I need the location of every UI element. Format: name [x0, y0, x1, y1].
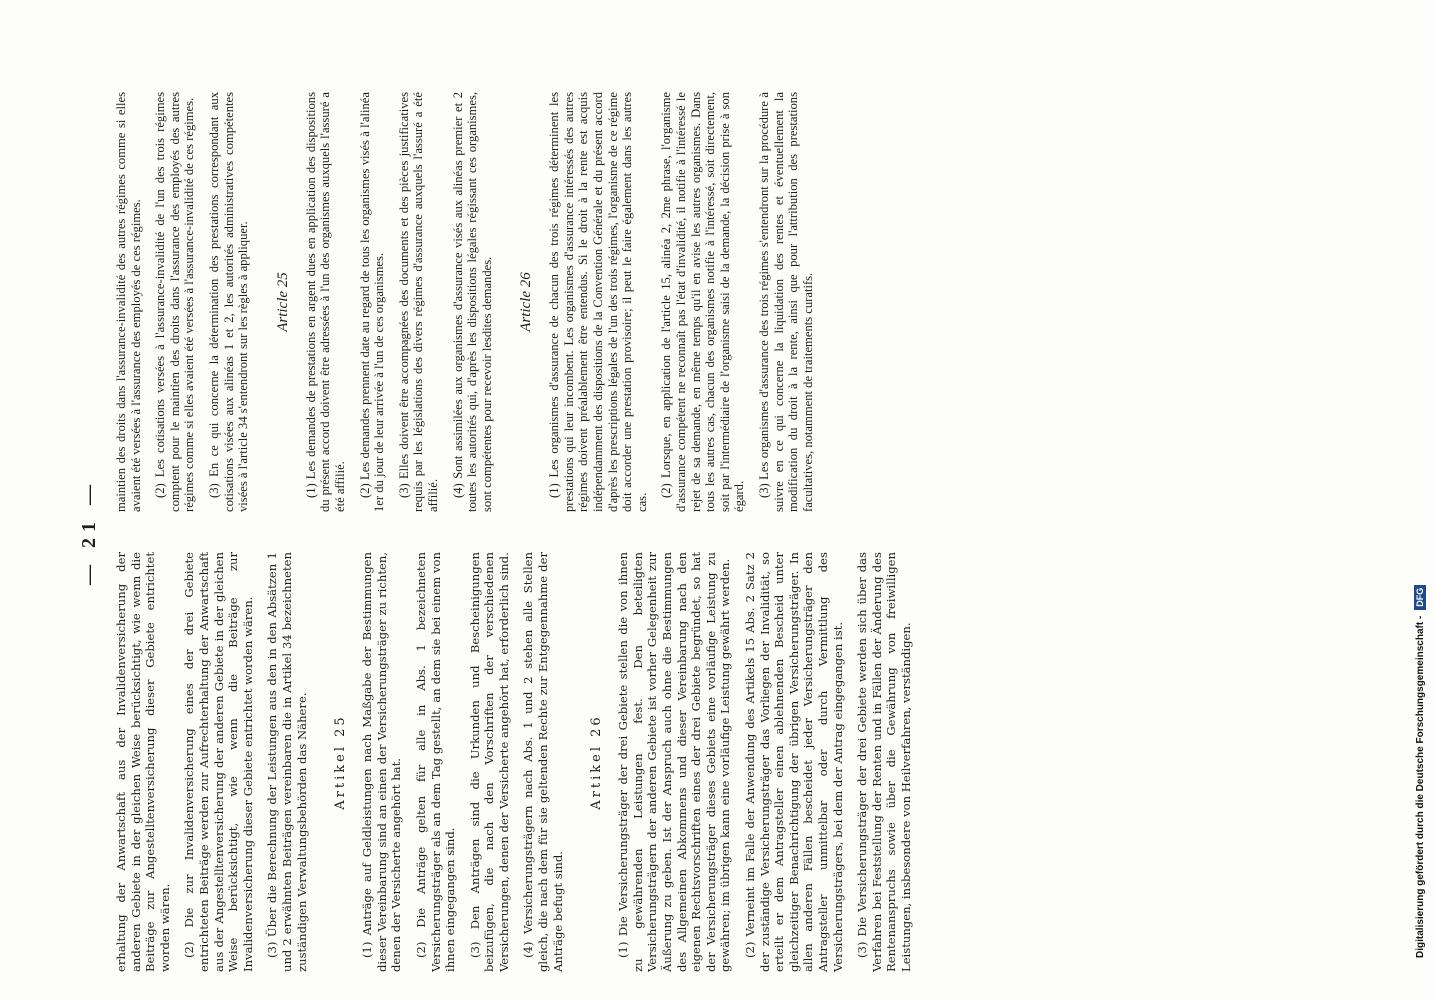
french-article-25-heading: Article 25: [274, 272, 291, 332]
german-article-26-paragraph-3: (3) Die Versicherungsträger der drei Gebiete werden sich über das Verfahren bei Feststellung der Renten und in Fällen der Änderung des Rentenanspruchs sowie über die Gewährung von freiwilligen Leistungen, insbesondere von Heilverfahren, verständigen.: [855, 552, 913, 972]
french-article-26-paragraph-1: (1) Les organismes d'assurance de chacun des trois régimes déterminent les prestations qui leur incombent. Les organismes d'assurance intéressés des autres régimes doivent préalablement être entendus. Si le droit à la rente est acquis indépendamment des dispositions de la Convention Générale et du présent accord d'après les prescriptions légales de l'un des trois régimes, l'organisme de ce régime doit accorder une prestation provisoire; il peut le faire également dans les autres cas.: [547, 92, 649, 512]
french-article-26-paragraph-3: (3) Les organismes d'assurance des trois régimes s'entendront sur la procédure à suivre en ce qui concerne la liquidation des rentes et éventuellement la modification du droit à la rente, ainsi que pour l'attribution des prestations facultatives, notamment de traitements curatifs.: [757, 92, 815, 512]
page-number: — 21 —: [78, 479, 100, 585]
german-article-26-paragraph-1: (1) Die Versicherungsträger der drei Gebiete stellen die von ihnen zu gewährenden Leistungen fest. Den beteiligten Versicherungsträgern der anderen Gebiete ist vorher Gelegenheit zur Äußerung zu geben. Ist der Anspruch auch ohne die Bestimmungen des Allgemeinen Abkommens und dieser Vereinbarung nach den eigenen Rechtsvorschriften eines der drei Gebiete begründet, so hat der Versicherungsträger dieses Gebiets eine vorläufige Leistung zu gewähren; im übrigen kann eine vorläufige Leistung gewährt werden.: [616, 552, 733, 972]
french-article-25-paragraph-2: (2) Les demandes prennent date au regard de tous les organismes visés à l'alinéa 1er du jour de leur arrivée à l'un de ces organismes.: [357, 92, 387, 512]
german-intro-paragraph-2: (2) Die zur Invalidenversicherung eines der drei Gebiete entrichteten Beiträge werden zur Aufrechterhaltung der Anwartschaft aus der Angestelltenversicherung der anderen Gebiete in der gleichen Weise berücksichtigt, wie wenn die Beiträge zur Invalidenversicherung dieser Gebiete entrichtet worden wären.: [182, 552, 255, 972]
french-column: [114, 92, 825, 512]
rotated-page-content: [78, 92, 1278, 972]
german-intro-continuation: erhaltung der Anwartschaft aus der Invalidenversicherung der anderen Gebiete in der gleichen Weise berücksichtigt, wie wenn die Beiträge zur Angestelltenversicherung dieser Gebiete entrichtet worden wären.: [114, 552, 172, 972]
german-article-26-paragraph-2: (2) Verneint im Falle der Anwendung des Artikels 15 Abs. 2 Satz 2 der zuständige Versicherungsträger das Vorliegen der Invalidität, so erteilt er dem Antragsteller einen ablehnenden Bescheid unter gleichzeitiger Benachrichtigung der übrigen Versicherungsträger. In allen anderen Fällen bescheidet jeder Versicherungsträger den Antragsteller unmittelbar oder durch Vermittlung des Versicherungsträgers, bei dem der Antrag eingegangen ist.: [743, 552, 845, 972]
german-article-25-paragraph-2: (2) Die Anträge gelten für alle in Abs. 1 bezeichneten Versicherungsträger als an dem Tag gestellt, an dem sie bei einem von ihnen eingegangen sind.: [413, 552, 458, 972]
french-intro-continuation: maintien des droits dans l'assurance-invalidité des autres régimes comme si elles avaient été versées à l'assurance des employés de ces régimes.: [114, 92, 143, 512]
digitization-credit-text: Digitalisierung gefördert durch die Deutsche Forschungsgemeinschaft -: [1415, 615, 1426, 958]
french-article-26-paragraph-2: (2) Lorsque, en application de l'article 15, alinéa 2, 2me phrase, l'organisme d'assurance compétent ne reconnaît pas l'état d'invalidité, il notifie à l'intéressé le rejet de sa demande, en même temps qu'il en avise les autres organismes. Dans tous les autres cas, chacun des organismes notifie à l'intéressé, soit directement, soit par l'intermédiaire de l'organisme saisi de la demande, la décision prise à son égard.: [659, 92, 747, 512]
german-article-25-paragraph-1: (1) Anträge auf Geldleistungen nach Maßgabe der Bestimmungen dieser Vereinbarung sind an einen der Versicherungsträger zu richten, denen der Versicherte angehört hat.: [360, 552, 404, 972]
french-intro-paragraph-3: (3) En ce qui concerne la détermination des prestations correspondant aux cotisations visées aux alinéas 1 et 2, les autorités administratives compétentes visées à l'article 34 s'entendront sur les règles à appliquer.: [206, 92, 251, 512]
german-column: [114, 552, 924, 972]
dfg-logo: DFG: [1414, 585, 1426, 610]
german-article-25-heading: Artikel 25: [333, 714, 349, 810]
french-intro-paragraph-2: (2) Les cotisations versées à l'assurance-invalidité de l'un des trois régimes comptent pour le maintien des droits dans l'assurance des employés des autres régimes comme si elles avaient été versées à l'assurance-invalidité de ces régimes.: [153, 92, 197, 512]
french-article-25-paragraph-4: (4) Sont assimilées aux organismes d'assurance visés aux alinéas premier et 2 toutes les autorités qui, d'après les dispositions légales régissant ces organismes, sont compétentes pour recevoir lesdites demandes.: [450, 92, 494, 512]
french-article-25-paragraph-3: (3) Elles doivent être accompagnées des documents et des pièces justificatives requis par les législations des divers régimes d'assurance auxquels l'assuré a été affilié.: [396, 92, 440, 512]
digitization-credit: [1414, 585, 1426, 958]
german-article-25-paragraph-3: (3) Den Anträgen sind die Urkunden und Bescheinigungen beizufügen, die nach den Vorschriften der verschiedenen Versicherungen, denen der Versicherte angehört hat, erforderlich sind.: [467, 552, 511, 972]
german-article-25-paragraph-4: (4) Versicherungsträgern nach Abs. 1 und 2 stehen alle Stellen gleich, die nach dem für sie geltenden Rechte zur Entgegennahme der Anträge befugt sind.: [521, 552, 565, 972]
german-article-26-heading: Artikel 26: [589, 714, 605, 810]
french-article-26-heading: Article 26: [518, 272, 535, 332]
french-article-25-paragraph-1: (1) Les demandes de prestations en argent dues en application des dispositions du présent accord doivent être adressées à l'un des organismes auxquels l'assuré a été affilié.: [303, 92, 347, 512]
german-intro-paragraph-3: (3) Über die Berechnung der Leistungen aus den in den Absätzen 1 und 2 erwähnten Beiträgen vereinbaren die in Artikel 34 bezeichneten zuständigen Verwaltungsbehörden das Nähere.: [265, 552, 309, 972]
